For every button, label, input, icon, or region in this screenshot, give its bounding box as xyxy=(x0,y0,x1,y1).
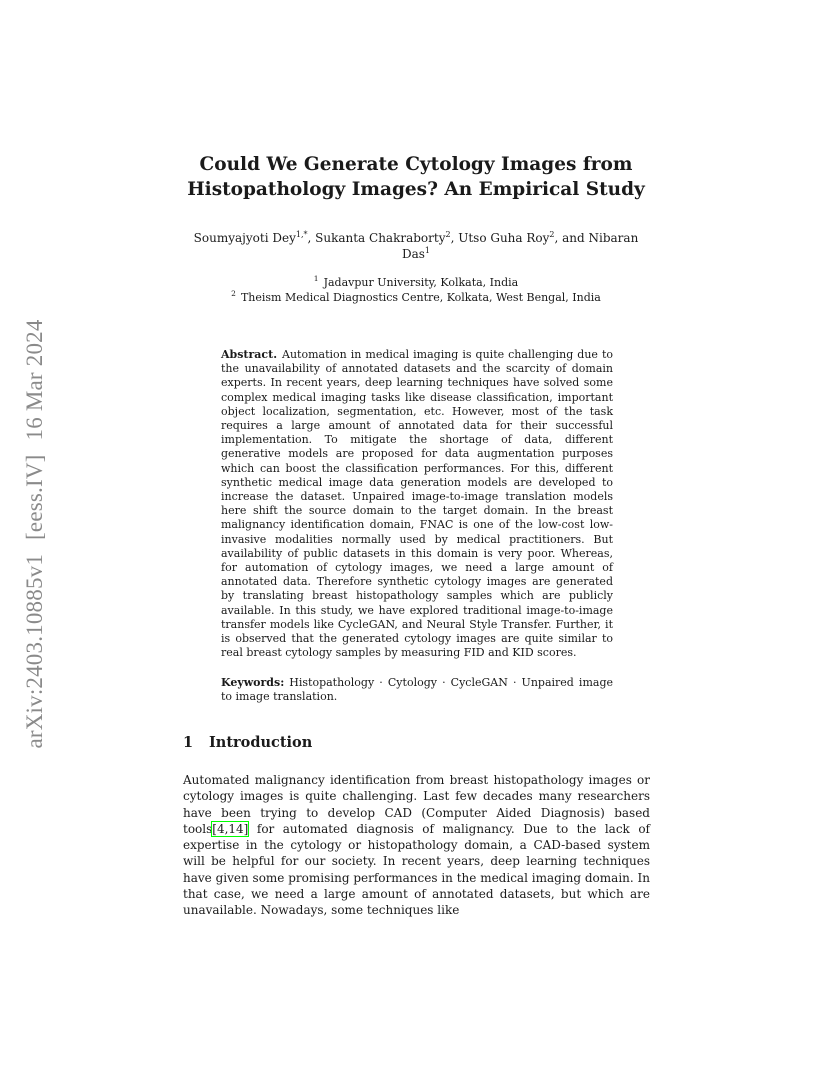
author-name: , and Nibaran Das xyxy=(401,231,639,261)
title-line-1: Could We Generate Cytology Images from xyxy=(199,154,633,175)
citation-link[interactable]: [4,14] xyxy=(212,821,249,836)
author-affil-mark: 1,* xyxy=(295,230,308,239)
arxiv-stamp xyxy=(22,305,48,748)
abstract-text: Automation in medical imaging is quite challenging due to the unavailability of annotated datasets and the scarcity of domain experts. In recent years, deep learning techniques have solved some complex medical imaging tasks like disease classification, important object localization, segmentation, etc. However, most of the task requires a large amount of annotated data for their successful implementation. To mitigate the shortage of data, different generative models are proposed for data augmentation purposes which can boost the classification performances. For this, different synthetic medical image data generation models are developed to increase the dataset. Unpaired image-to-image translation models here shift the source domain to the target domain. In the breast malignancy identification domain, FNAC is one of the low-cost low-invasive modalities normally used by medical practitioners. But availability of public datasets in this domain is very poor. Whereas, for automation of cytology images, we need a large amount of annotated data. Therefore synthetic cytology images are generated by translating breast histopathology samples which are publicly available. In this study, we have explored traditional image-to-image transfer models like CycleGAN, and Neural Style Transfer. Further, it is observed that the generated cytology images are quite similar to real breast cytology samples by measuring FID and KID scores. xyxy=(221,348,613,660)
intro-text: for automated diagnosis of malignancy. Due to the lack of expertise in the cytology or histopathology domain, a CAD-based system will be helpful for our society. In recent years, deep learning techniques have given some promising performances in the medical imaging domain. In that case, we need a large amount of annotated datasets, but which are unavailable. Nowadays, some techniques like xyxy=(183,821,650,918)
affiliation-text: Jadavpur University, Kolkata, India xyxy=(323,276,519,289)
introduction-paragraph xyxy=(183,772,650,919)
affiliation-text: Theism Medical Diagnostics Centre, Kolkata, West Bengal, India xyxy=(240,291,601,304)
keywords-text: Histopathology · Cytology · CycleGAN · Unpaired image to image translation. xyxy=(221,676,613,704)
author-affil-mark: 2 xyxy=(445,230,451,239)
author-name: , Sukanta Chakraborty xyxy=(307,231,446,245)
paper-title xyxy=(160,152,672,202)
intro-text: Automated malignancy identification from breast histopathology images or cytology images is quite challenging. Last few decades many researchers have been trying to develop CAD (Computer Aided Diagnosis) based tools xyxy=(183,773,650,836)
affiliation-mark: 2 xyxy=(231,289,236,299)
arxiv-category: [eess.IV] xyxy=(22,454,47,540)
affiliation-2 xyxy=(160,290,672,305)
affiliations xyxy=(160,275,672,305)
author-name: , Utso Guha Roy xyxy=(450,231,550,245)
author-affil-mark: 2 xyxy=(549,230,555,239)
section-heading xyxy=(183,734,312,752)
abstract-label: Abstract. xyxy=(221,348,278,361)
affiliation-1 xyxy=(160,275,672,290)
author-name: Soumyajyoti Dey xyxy=(193,231,296,245)
keywords-label: Keywords: xyxy=(221,676,285,689)
arxiv-date: 16 Mar 2024 xyxy=(22,319,47,441)
affiliation-mark: 1 xyxy=(313,274,319,284)
section-number: 1 xyxy=(183,734,194,751)
keywords xyxy=(221,676,613,704)
author-affil-mark: 1 xyxy=(424,246,431,255)
arxiv-id[interactable]: arXiv:2403.10885v1 xyxy=(22,553,47,749)
title-line-2: Histopathology Images? An Empirical Study xyxy=(187,179,645,200)
abstract xyxy=(221,348,613,660)
author-list xyxy=(180,230,652,262)
section-title: Introduction xyxy=(209,734,313,751)
